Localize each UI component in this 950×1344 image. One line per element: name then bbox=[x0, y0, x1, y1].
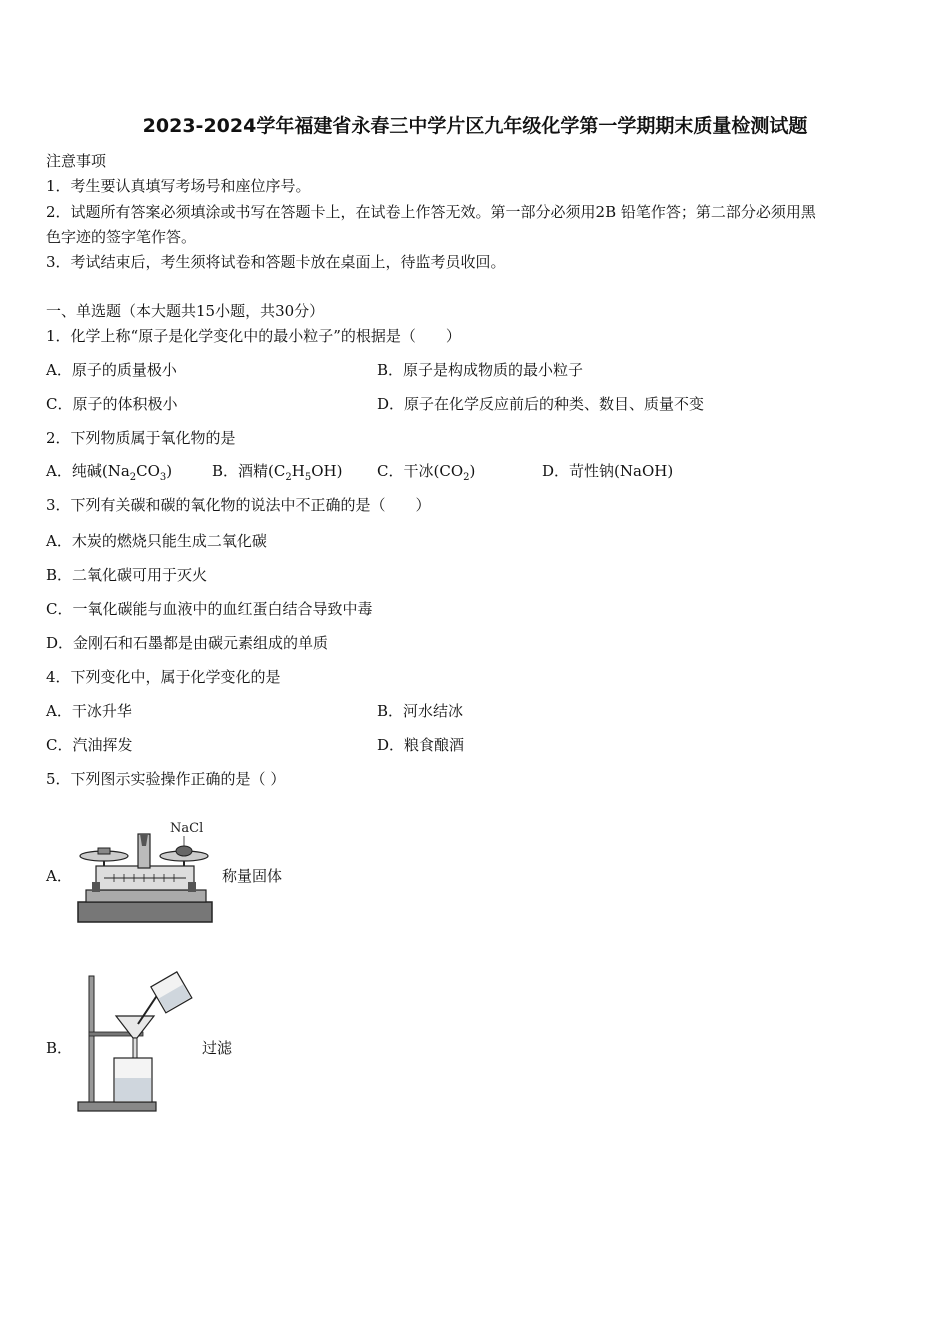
q5-stem: 5．下列图示实验操作正确的是（ ） bbox=[46, 770, 286, 788]
notice-item-3: 3．考试结束后，考生须将试卷和答题卡放在桌面上，待监考员收回。 bbox=[46, 253, 506, 271]
notice-heading: 注意事项 bbox=[46, 152, 107, 170]
q4-option-d: D．粮食酿酒 bbox=[377, 736, 465, 754]
q3-stem: 3．下列有关碳和碳的氧化物的说法中不正确的是（ ） bbox=[46, 496, 431, 514]
q4-option-a: A．干冰升华 bbox=[46, 702, 132, 720]
q1-option-d: D．原子在化学反应前后的种类、数目、质量不变 bbox=[377, 395, 705, 413]
balance-figure bbox=[74, 816, 216, 926]
notice-item-2-cont: 色字迹的签字笔作答。 bbox=[46, 228, 197, 246]
section-heading: 一、单选题（本大题共15小题，共30分） bbox=[46, 302, 325, 320]
q2-option-d-text: 苛性钠(NaOH) bbox=[569, 462, 674, 480]
q1-option-b: B．原子是构成物质的最小粒子 bbox=[377, 361, 584, 379]
q5-option-a-label: A． bbox=[46, 867, 72, 885]
notice-item-2: 2．试题所有答案必须填涂或书写在答题卡上，在试卷上作答无效。第一部分必须用2B 铅笔作答；第二部分必须用黑 bbox=[46, 203, 816, 221]
q2-option-d bbox=[542, 461, 673, 481]
q4-stem: 4．下列变化中，属于化学变化的是 bbox=[46, 668, 281, 686]
filtration-figure bbox=[74, 966, 198, 1116]
q2-option-d-label: D． bbox=[542, 462, 570, 480]
q1-option-a: A．原子的质量极小 bbox=[46, 361, 177, 379]
q2-option-c: C．干冰$(CO_2)$ bbox=[377, 462, 476, 483]
q2-option-c-text: 干冰(CO bbox=[403, 462, 464, 480]
nacl-label: NaCl bbox=[170, 821, 204, 836]
q3-option-c: C．一氧化碳能与血液中的血红蛋白结合导致中毒 bbox=[46, 600, 373, 618]
q5-option-b-text: 过滤 bbox=[202, 1039, 233, 1057]
q2-option-c-label: C． bbox=[377, 462, 404, 480]
q2-option-b-label: B． bbox=[212, 462, 239, 480]
q2-option-b-text: 酒精(C bbox=[238, 462, 286, 480]
q3-option-b: B．二氧化碳可用于灭火 bbox=[46, 566, 208, 584]
q2-option-a-text: 纯碱(Na bbox=[71, 462, 130, 480]
q3-option-d: D．金刚石和石墨都是由碳元素组成的单质 bbox=[46, 634, 329, 652]
q1-stem: 1．化学上称“原子是化学变化中的最小粒子”的根据是（ ） bbox=[46, 327, 461, 345]
q2-option-a-label: A． bbox=[46, 462, 72, 480]
q2-option-b: B．酒精$(C_2H_5OH)$ bbox=[212, 462, 343, 483]
page-title: 2023-2024学年福建省永春三中学片区九年级化学第一学期期末质量检测试题 bbox=[142, 115, 808, 137]
q2-stem: 2．下列物质属于氧化物的是 bbox=[46, 429, 236, 447]
q4-option-b: B．河水结冰 bbox=[377, 702, 464, 720]
q1-option-c: C．原子的体积极小 bbox=[46, 395, 178, 413]
notice-item-1: 1．考生要认真填写考场号和座位序号。 bbox=[46, 177, 311, 195]
q4-option-c: C．汽油挥发 bbox=[46, 736, 133, 754]
q5-option-b-label: B． bbox=[46, 1039, 73, 1057]
q2-option-a: A．纯碱$(Na_2CO_3)$ bbox=[46, 462, 173, 483]
q3-option-a: A．木炭的燃烧只能生成二氧化碳 bbox=[46, 532, 267, 550]
q5-option-a-text: 称量固体 bbox=[222, 867, 283, 885]
